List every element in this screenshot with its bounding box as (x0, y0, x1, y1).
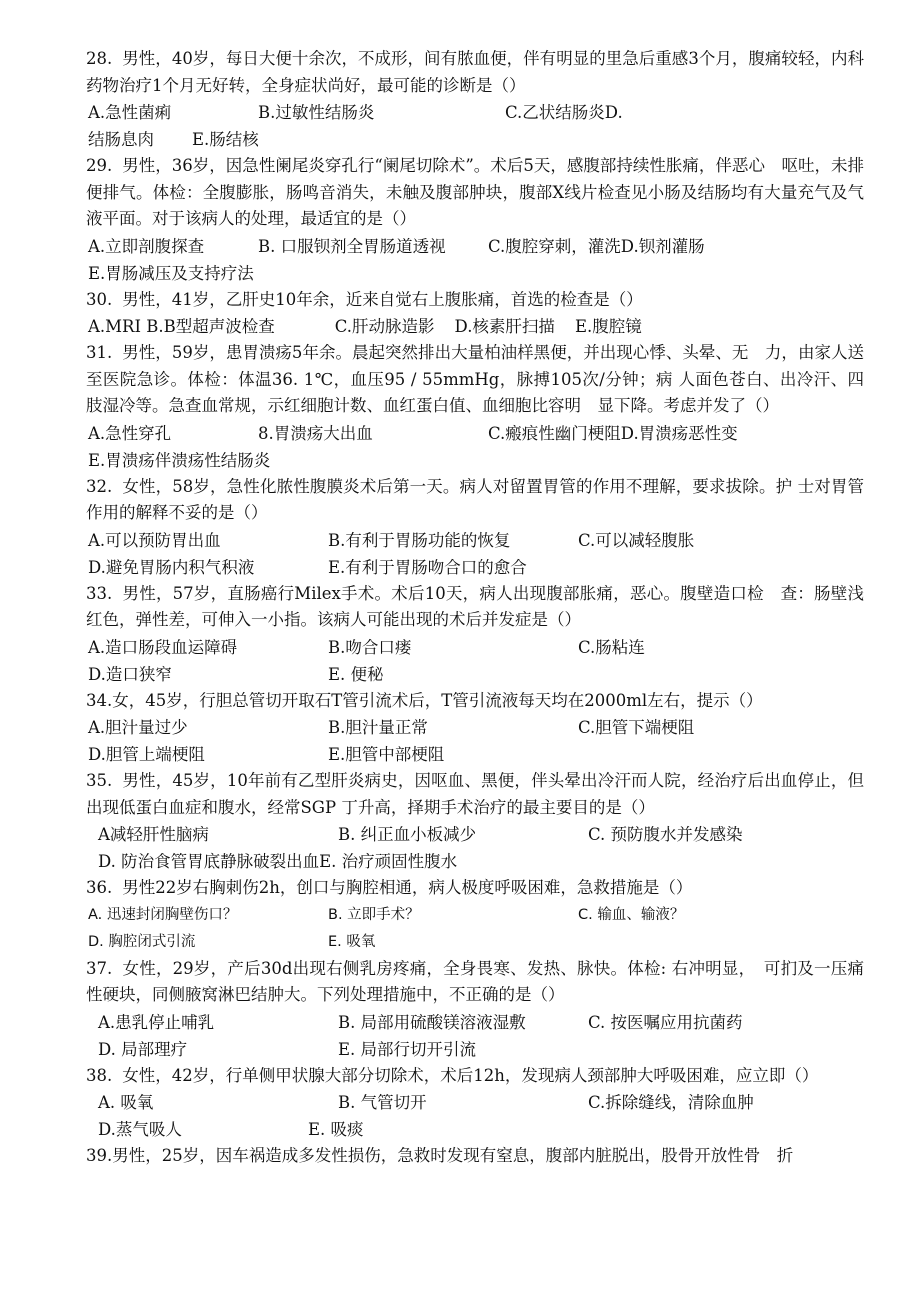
option-d: D. (604, 103, 623, 122)
option-a: A.胆汁量过少 (88, 718, 188, 737)
option-b: B. 纠正血小板减少 (338, 825, 477, 844)
option-a: A.造口肠段血运障碍 (88, 637, 238, 657)
options (86, 902, 864, 956)
option-a: A.急性穿孔 (88, 423, 172, 443)
option-de: D. 防治食管胃底静脉破裂出血E. 治疗顽固性腹水 (98, 852, 458, 871)
question-29 (86, 153, 864, 287)
question-stem: 男性，59岁，患胃溃疡5年余。晨起突然排出大量柏油样黑便，并出现心悸、头晕、无 力，由家人送至医院急诊。体检：体温36. 1℃，血压95 / 55mmHg，脉搏105次/分钟；病 人面色苍白、出冷汗、四肢湿冷等。急查血常规，示红细胞计数、血红蛋白值、血细胞比容明 显下降。考虑并发了（） (86, 343, 864, 415)
options (86, 821, 864, 875)
option-d-text: 结肠息肉 (88, 130, 154, 149)
option-b: B. 气管切开 (338, 1093, 427, 1112)
question-30 (86, 287, 864, 341)
option-c: C.腹腔穿刺，灌洗 (488, 236, 621, 256)
option-b: B.过敏性结肠炎 (258, 103, 375, 122)
question-35 (86, 768, 864, 875)
question-number: 36. (86, 878, 113, 897)
question-stem: 女性，29岁，产后30d出现右侧乳房疼痛，全身畏寒、发热、脉快。体检: 右冲明显， 可扪及一压痛性硬块，同侧腋窝淋巴结肿大。下列处理措施中，不正确的是（） (86, 958, 864, 1004)
question-number: 35. (86, 771, 113, 790)
question-38 (86, 1063, 864, 1144)
question-stem: 女性，42岁，行单侧甲状腺大部分切除术，术后12h，发现病人颈部肿大呼吸困难，应立即（） (122, 1065, 819, 1085)
option-c: C. 输血、输液？ (578, 906, 685, 923)
options (86, 1089, 864, 1143)
question-stem: 男性，36岁，因急性阑尾炎穿孔行“阑尾切除术”。术后5天，感腹部持续性胀痛，伴恶心 呕吐，未排便排气。体检：全腹膨胀，肠鸣音消失，未触及腹部肿块，腹部X线片检查见小肠及结肠均有大量充气及气液平面。对于该病人的处理，最适宜的是（） (86, 156, 864, 228)
options (86, 634, 864, 688)
option-a: A.立即剖腹探查 (88, 236, 205, 256)
option-d: D. 胸腔闭式引流 (88, 933, 196, 950)
question-36 (86, 875, 864, 956)
option-a: A. 吸氧 (98, 1093, 154, 1112)
option-b: B. 立即手术？ (328, 906, 420, 923)
option-a: A. 迅速封闭胸壁伤口？ (88, 906, 238, 923)
question-stem: 男性，40岁，每日大便十余次，不成形，间有脓血便，伴有明显的里急后重感3个月，腹痛较轻，内科药物治疗1个月无好转，全身症状尚好，最可能的诊断是（） (86, 49, 864, 95)
option-c: C.拆除缝线，清除血肿 (588, 1093, 754, 1112)
option-c: C.肠粘连 (578, 637, 645, 657)
options (86, 313, 864, 340)
option-e: E.胃肠减压及支持疗法 (88, 263, 254, 283)
question-stem: 女，45岁，行胆总管切开取石T管引流术后，T管引流液每天均在2000ml左右，提示（） (112, 690, 763, 710)
question-39 (86, 1143, 864, 1170)
options (86, 527, 864, 581)
option-c: C. 预防腹水并发感染 (588, 825, 743, 844)
option-c: C. 按医嘱应用抗菌药 (588, 1012, 743, 1032)
option-d: D.胆管上端梗阻 (88, 745, 205, 764)
option-c: C.瘢痕性幽门梗阻 (488, 423, 621, 443)
question-stem: 男性，41岁，乙肝史10年余，近来自觉右上腹胀痛，首选的检查是（） (122, 289, 643, 309)
question-stem: 女性，58岁，急性化脓性腹膜炎术后第一天。病人对留置胃管的作用不理解，要求拔除。护 士对胃管作用的解释不妥的是（） (86, 476, 864, 522)
question-stem: 男性，57岁，直肠癌行Milex手术。术后10天，病人出现腹部胀痛，恶心。腹壁造口检 查：肠壁浅红色，弹性差，可伸入一小指。该病人可能出现的术后并发症是（） (86, 583, 864, 629)
option-b: B.胆汁量正常 (328, 718, 428, 737)
option-e: E.肠结核 (192, 130, 259, 149)
question-33 (86, 581, 864, 688)
option-d: D.核素肝扫描 (454, 317, 555, 336)
question-number: 29. (86, 156, 113, 175)
question-31 (86, 340, 864, 474)
option-d: D.造口狭窄 (88, 664, 172, 684)
question-number: 33. (86, 583, 113, 603)
option-c: C.胆管下端梗阻 (578, 718, 695, 737)
option-a: A减轻肝性脑病 (98, 825, 209, 844)
option-ab: A.MRI B.B型超声波检查 (88, 317, 275, 336)
question-number: 30. (86, 289, 113, 309)
options (86, 1009, 864, 1063)
option-d: D.胃溃疡恶性变 (620, 423, 738, 443)
question-number: 38. (86, 1065, 113, 1085)
option-d: D.避免胃肠内积气积液 (88, 557, 255, 577)
option-b: B. 局部用硫酸镁溶液湿敷 (338, 1012, 526, 1032)
option-a: A.可以预防胃出血 (88, 530, 221, 550)
option-d: D.钡剂灌肠 (620, 236, 705, 256)
question-37 (86, 956, 864, 1063)
option-b: B. 口服钡剂全胃肠道透视 (258, 236, 446, 256)
question-32 (86, 474, 864, 581)
options (86, 420, 864, 474)
option-e: E. 便秘 (328, 664, 384, 684)
question-number: 39. (86, 1146, 113, 1165)
question-number: 37. (86, 958, 113, 978)
question-number: 32. (86, 476, 113, 496)
option-e: E.有利于胃肠吻合口的愈合 (328, 557, 527, 577)
option-d: D.蒸气吸人 (98, 1120, 182, 1139)
option-b: B.有利于胃肠功能的恢复 (328, 530, 511, 550)
question-stem: 男性，25岁，因车祸造成多发性损伤，急救时发现有窒息，腹部内脏脱出，股骨开放性骨 折 (112, 1146, 794, 1165)
option-e: E. 吸氧 (328, 933, 376, 950)
options (86, 233, 864, 287)
question-number: 28. (86, 49, 113, 68)
options (86, 99, 864, 153)
option-e: E. 吸痰 (308, 1120, 364, 1139)
option-b: 8.胃溃疡大出血 (258, 423, 373, 443)
question-stem: 男性，45岁，10年前有乙型肝炎病史，因呕血、黑便，伴头晕出冷汗而人院，经治疗后出血停止，但出现低蛋白血症和腹水，经常SGP 丁升高，择期手术治疗的最主要目的是（） (86, 771, 864, 817)
option-c: C.乙状结肠炎 (505, 103, 605, 122)
options (86, 714, 864, 768)
option-a: A.急性菌痢 (88, 103, 172, 122)
option-e: E.胆管中部梗阻 (328, 745, 445, 764)
option-c: C.肝动脉造影 (334, 317, 435, 336)
question-28 (86, 46, 864, 153)
option-a: A.患乳停止哺乳 (98, 1012, 215, 1032)
question-number: 31. (86, 343, 113, 362)
option-b: B.吻合口瘘 (328, 637, 412, 657)
option-c: C.可以减轻腹胀 (578, 530, 695, 550)
question-stem: 男性22岁右胸刺伤2h，创口与胸腔相通，病人极度呼吸困难，急救措施是（） (122, 878, 693, 897)
question-34 (86, 688, 864, 769)
option-e: E.腹腔镜 (574, 317, 642, 336)
option-d: D. 局部理疗 (98, 1039, 188, 1059)
question-number: 34. (86, 690, 113, 710)
option-e: E.胃溃疡伴溃疡性结肠炎 (88, 450, 271, 470)
option-e: E. 局部行切开引流 (338, 1039, 477, 1059)
